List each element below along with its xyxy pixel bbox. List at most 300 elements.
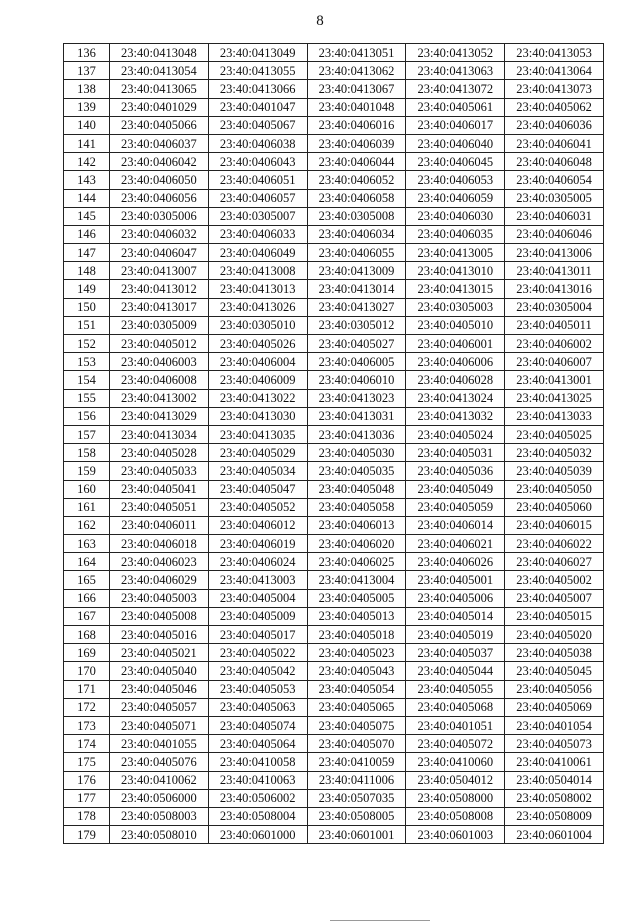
cadastral-code-cell: 23:40:0406021 [406, 535, 505, 553]
cadastral-code-cell: 23:40:0406024 [208, 553, 307, 571]
cadastral-code-cell: 23:40:0508002 [505, 789, 604, 807]
cadastral-code-cell: 23:40:0406058 [307, 189, 406, 207]
row-number: 162 [64, 516, 110, 534]
cadastral-code-cell: 23:40:0410063 [208, 771, 307, 789]
cadastral-code-cell: 23:40:0405063 [208, 698, 307, 716]
cadastral-code-cell: 23:40:0413011 [505, 262, 604, 280]
cadastral-code-cell: 23:40:0406019 [208, 535, 307, 553]
row-number: 148 [64, 262, 110, 280]
cadastral-code-cell: 23:40:0504014 [505, 771, 604, 789]
cadastral-code-cell: 23:40:0406004 [208, 353, 307, 371]
cadastral-code-cell: 23:40:0508005 [307, 807, 406, 825]
cadastral-code-cell: 23:40:0405069 [505, 698, 604, 716]
cadastral-code-cell: 23:40:0508009 [505, 807, 604, 825]
cadastral-code-cell: 23:40:0508010 [110, 826, 209, 844]
cadastral-code-cell: 23:40:0405052 [208, 498, 307, 516]
cadastral-code-cell: 23:40:0401029 [110, 98, 209, 116]
row-number: 158 [64, 444, 110, 462]
cadastral-code-cell: 23:40:0405055 [406, 680, 505, 698]
table-row [64, 171, 604, 189]
row-number: 157 [64, 425, 110, 443]
cadastral-code-cell: 23:40:0504012 [406, 771, 505, 789]
cadastral-code-cell: 23:40:0401047 [208, 98, 307, 116]
cadastral-code-cell: 23:40:0406041 [505, 134, 604, 152]
cadastral-code-cell: 23:40:0406036 [505, 116, 604, 134]
row-number: 171 [64, 680, 110, 698]
cadastral-code-cell: 23:40:0406013 [307, 516, 406, 534]
cadastral-code-cell: 23:40:0405072 [406, 735, 505, 753]
cadastral-code-cell: 23:40:0406018 [110, 535, 209, 553]
cadastral-code-cell: 23:40:0305009 [110, 316, 209, 334]
cadastral-code-cell: 23:40:0401055 [110, 735, 209, 753]
cadastral-code-cell: 23:40:0413030 [208, 407, 307, 425]
cadastral-code-cell: 23:40:0405005 [307, 589, 406, 607]
row-number: 172 [64, 698, 110, 716]
cadastral-code-cell: 23:40:0413010 [406, 262, 505, 280]
row-number: 152 [64, 335, 110, 353]
cadastral-code-cell: 23:40:0413016 [505, 280, 604, 298]
cadastral-code-cell: 23:40:0405043 [307, 662, 406, 680]
row-number: 178 [64, 807, 110, 825]
cadastral-code-cell: 23:40:0413065 [110, 80, 209, 98]
table-row [64, 335, 604, 353]
cadastral-code-cell: 23:40:0305012 [307, 316, 406, 334]
cadastral-code-cell: 23:40:0413015 [406, 280, 505, 298]
cadastral-code-cell: 23:40:0406043 [208, 153, 307, 171]
cadastral-code-cell: 23:40:0405014 [406, 607, 505, 625]
table-row [64, 680, 604, 698]
cadastral-code-cell: 23:40:0406044 [307, 153, 406, 171]
cadastral-code-cell: 23:40:0405048 [307, 480, 406, 498]
cadastral-code-cell: 23:40:0413031 [307, 407, 406, 425]
cadastral-code-cell: 23:40:0405015 [505, 607, 604, 625]
cadastral-code-cell: 23:40:0405042 [208, 662, 307, 680]
cadastral-code-cell: 23:40:0406009 [208, 371, 307, 389]
table-row [64, 771, 604, 789]
cadastral-code-cell: 23:40:0406003 [110, 353, 209, 371]
cadastral-code-cell: 23:40:0406046 [505, 225, 604, 243]
row-number: 173 [64, 716, 110, 734]
cadastral-code-cell: 23:40:0405017 [208, 626, 307, 644]
cadastral-code-cell: 23:40:0405006 [406, 589, 505, 607]
row-number: 168 [64, 626, 110, 644]
cadastral-code-cell: 23:40:0406037 [110, 134, 209, 152]
cadastral-code-cell: 23:40:0406014 [406, 516, 505, 534]
table-row [64, 189, 604, 207]
cadastral-code-cell: 23:40:0406033 [208, 225, 307, 243]
cadastral-code-cell: 23:40:0405024 [406, 425, 505, 443]
cadastral-code-cell: 23:40:0413008 [208, 262, 307, 280]
cadastral-code-cell: 23:40:0507035 [307, 789, 406, 807]
table-row [64, 553, 604, 571]
cadastral-code-cell: 23:40:0405044 [406, 662, 505, 680]
table-row [64, 244, 604, 262]
cadastral-code-cell: 23:40:0413073 [505, 80, 604, 98]
cadastral-code-cell: 23:40:0405013 [307, 607, 406, 625]
cadastral-code-cell: 23:40:0405025 [505, 425, 604, 443]
cadastral-code-cell: 23:40:0406012 [208, 516, 307, 534]
table-row [64, 807, 604, 825]
cadastral-code-cell: 23:40:0406045 [406, 153, 505, 171]
cadastral-code-cell: 23:40:0406032 [110, 225, 209, 243]
cadastral-code-cell: 23:40:0406035 [406, 225, 505, 243]
cadastral-code-cell: 23:40:0405011 [505, 316, 604, 334]
table-row [64, 826, 604, 844]
cadastral-code-cell: 23:40:0405075 [307, 716, 406, 734]
table-row [64, 535, 604, 553]
table-row [64, 80, 604, 98]
cadastral-code-cell: 23:40:0405012 [110, 335, 209, 353]
row-number: 153 [64, 353, 110, 371]
cadastral-code-cell: 23:40:0305010 [208, 316, 307, 334]
cadastral-code-cell: 23:40:0405058 [307, 498, 406, 516]
row-number: 138 [64, 80, 110, 98]
cadastral-code-cell: 23:40:0601000 [208, 826, 307, 844]
row-number: 176 [64, 771, 110, 789]
cadastral-code-cell: 23:40:0405059 [406, 498, 505, 516]
row-number: 179 [64, 826, 110, 844]
cadastral-code-cell: 23:40:0506002 [208, 789, 307, 807]
cadastral-code-cell: 23:40:0305005 [505, 189, 604, 207]
cadastral-code-cell: 23:40:0405028 [110, 444, 209, 462]
table-row [64, 371, 604, 389]
row-number: 175 [64, 753, 110, 771]
cadastral-code-cell: 23:40:0413032 [406, 407, 505, 425]
table-row [64, 589, 604, 607]
cadastral-code-cell: 23:40:0406051 [208, 171, 307, 189]
row-number: 166 [64, 589, 110, 607]
row-number: 147 [64, 244, 110, 262]
row-number: 167 [64, 607, 110, 625]
cadastral-code-cell: 23:40:0405057 [110, 698, 209, 716]
cadastral-code-cell: 23:40:0406040 [406, 134, 505, 152]
cadastral-code-cell: 23:40:0305008 [307, 207, 406, 225]
cadastral-code-cell: 23:40:0410062 [110, 771, 209, 789]
row-number: 139 [64, 98, 110, 116]
row-number: 159 [64, 462, 110, 480]
cadastral-code-cell: 23:40:0405041 [110, 480, 209, 498]
cadastral-code-cell: 23:40:0406042 [110, 153, 209, 171]
table-row [64, 662, 604, 680]
cadastral-code-cell: 23:40:0413035 [208, 425, 307, 443]
cadastral-code-cell: 23:40:0405056 [505, 680, 604, 698]
row-number: 164 [64, 553, 110, 571]
cadastral-code-cell: 23:40:0405039 [505, 462, 604, 480]
cadastral-code-cell: 23:40:0405037 [406, 644, 505, 662]
cadastral-code-cell: 23:40:0413029 [110, 407, 209, 425]
cadastral-code-cell: 23:40:0406025 [307, 553, 406, 571]
cadastral-code-cell: 23:40:0413002 [110, 389, 209, 407]
table-row [64, 644, 604, 662]
cadastral-code-cell: 23:40:0406029 [110, 571, 209, 589]
cadastral-code-cell: 23:40:0413005 [406, 244, 505, 262]
cadastral-code-cell: 23:40:0406053 [406, 171, 505, 189]
table-row [64, 134, 604, 152]
cadastral-code-cell: 23:40:0413006 [505, 244, 604, 262]
table-row [64, 298, 604, 316]
cadastral-code-cell: 23:40:0413048 [110, 44, 209, 62]
cadastral-code-cell: 23:40:0413053 [505, 44, 604, 62]
cadastral-code-cell: 23:40:0413024 [406, 389, 505, 407]
cadastral-code-cell: 23:40:0405018 [307, 626, 406, 644]
table-row [64, 62, 604, 80]
row-number: 142 [64, 153, 110, 171]
row-number: 177 [64, 789, 110, 807]
cadastral-code-cell: 23:40:0406034 [307, 225, 406, 243]
cadastral-code-cell: 23:40:0413014 [307, 280, 406, 298]
row-number: 170 [64, 662, 110, 680]
table-row [64, 698, 604, 716]
cadastral-code-cell: 23:40:0406017 [406, 116, 505, 134]
cadastral-code-cell: 23:40:0406027 [505, 553, 604, 571]
cadastral-code-cell: 23:40:0413034 [110, 425, 209, 443]
cadastral-code-cell: 23:40:0413007 [110, 262, 209, 280]
cadastral-code-cell: 23:40:0406049 [208, 244, 307, 262]
table-body [64, 44, 604, 844]
cadastral-code-cell: 23:40:0406059 [406, 189, 505, 207]
table-row [64, 44, 604, 62]
cadastral-code-cell: 23:40:0406057 [208, 189, 307, 207]
cadastral-code-cell: 23:40:0405053 [208, 680, 307, 698]
row-number: 143 [64, 171, 110, 189]
cadastral-code-cell: 23:40:0405036 [406, 462, 505, 480]
cadastral-code-cell: 23:40:0405054 [307, 680, 406, 698]
row-number: 137 [64, 62, 110, 80]
cadastral-code-cell: 23:40:0405074 [208, 716, 307, 734]
cadastral-code-cell: 23:40:0413052 [406, 44, 505, 62]
cadastral-code-cell: 23:40:0305003 [406, 298, 505, 316]
cadastral-code-cell: 23:40:0405060 [505, 498, 604, 516]
cadastral-code-cell: 23:40:0406056 [110, 189, 209, 207]
cadastral-code-cell: 23:40:0405062 [505, 98, 604, 116]
table-row [64, 116, 604, 134]
cadastral-code-cell: 23:40:0405009 [208, 607, 307, 625]
cadastral-code-cell: 23:40:0406006 [406, 353, 505, 371]
cadastral-code-cell: 23:40:0406008 [110, 371, 209, 389]
cadastral-code-cell: 23:40:0406048 [505, 153, 604, 171]
table-row [64, 735, 604, 753]
cadastral-code-cell: 23:40:0413049 [208, 44, 307, 62]
cadastral-code-cell: 23:40:0405070 [307, 735, 406, 753]
table-row [64, 389, 604, 407]
cadastral-code-cell: 23:40:0405016 [110, 626, 209, 644]
cadastral-code-cell: 23:40:0406054 [505, 171, 604, 189]
row-number: 165 [64, 571, 110, 589]
cadastral-code-cell: 23:40:0413004 [307, 571, 406, 589]
cadastral-code-cell: 23:40:0405021 [110, 644, 209, 662]
cadastral-code-cell: 23:40:0410060 [406, 753, 505, 771]
cadastral-code-cell: 23:40:0410058 [208, 753, 307, 771]
cadastral-code-cell: 23:40:0406001 [406, 335, 505, 353]
row-number: 151 [64, 316, 110, 334]
row-number: 149 [64, 280, 110, 298]
cadastral-code-cell: 23:40:0413064 [505, 62, 604, 80]
cadastral-code-cell: 23:40:0405049 [406, 480, 505, 498]
table-row [64, 753, 604, 771]
row-number: 174 [64, 735, 110, 753]
cadastral-code-cell: 23:40:0410061 [505, 753, 604, 771]
cadastral-code-cell: 23:40:0405029 [208, 444, 307, 462]
cadastral-code-cell: 23:40:0405040 [110, 662, 209, 680]
cadastral-code-cell: 23:40:0406031 [505, 207, 604, 225]
table-row [64, 407, 604, 425]
row-number: 156 [64, 407, 110, 425]
cadastral-code-cell: 23:40:0406005 [307, 353, 406, 371]
cadastral-code-cell: 23:40:0405034 [208, 462, 307, 480]
cadastral-code-cell: 23:40:0413066 [208, 80, 307, 98]
cadastral-code-cell: 23:40:0405007 [505, 589, 604, 607]
cadastral-code-cell: 23:40:0405038 [505, 644, 604, 662]
cadastral-code-cell: 23:40:0413072 [406, 80, 505, 98]
cadastral-code-cell: 23:40:0405008 [110, 607, 209, 625]
cadastral-code-cell: 23:40:0413036 [307, 425, 406, 443]
cadastral-code-cell: 23:40:0405067 [208, 116, 307, 134]
row-number: 161 [64, 498, 110, 516]
cadastral-code-cell: 23:40:0405033 [110, 462, 209, 480]
cadastral-code-cell: 23:40:0406026 [406, 553, 505, 571]
row-number: 146 [64, 225, 110, 243]
row-number: 136 [64, 44, 110, 62]
cadastral-code-cell: 23:40:0405065 [307, 698, 406, 716]
cadastral-code-cell: 23:40:0405010 [406, 316, 505, 334]
cadastral-code-cell: 23:40:0305007 [208, 207, 307, 225]
cadastral-code-cell: 23:40:0601003 [406, 826, 505, 844]
cadastral-code-cell: 23:40:0506000 [110, 789, 209, 807]
cadastral-code-cell: 23:40:0413027 [307, 298, 406, 316]
cadastral-code-cell: 23:40:0405026 [208, 335, 307, 353]
table-row [64, 516, 604, 534]
cadastral-code-cell: 23:40:0406055 [307, 244, 406, 262]
cadastral-code-cell: 23:40:0413022 [208, 389, 307, 407]
table-row [64, 571, 604, 589]
cadastral-code-cell: 23:40:0413051 [307, 44, 406, 62]
cadastral-code-cell: 23:40:0406010 [307, 371, 406, 389]
cadastral-code-cell: 23:40:0405050 [505, 480, 604, 498]
cadastral-code-cell: 23:40:0410059 [307, 753, 406, 771]
row-number: 144 [64, 189, 110, 207]
cadastral-code-cell: 23:40:0401054 [505, 716, 604, 734]
cadastral-code-cell: 23:40:0401051 [406, 716, 505, 734]
table-row [64, 225, 604, 243]
cadastral-code-cell: 23:40:0413067 [307, 80, 406, 98]
cadastral-code-cell: 23:40:0413017 [110, 298, 209, 316]
cadastral-code-cell: 23:40:0413012 [110, 280, 209, 298]
cadastral-code-cell: 23:40:0405051 [110, 498, 209, 516]
row-number: 160 [64, 480, 110, 498]
cadastral-code-cell: 23:40:0413025 [505, 389, 604, 407]
cadastral-code-cell: 23:40:0413026 [208, 298, 307, 316]
cadastral-code-cell: 23:40:0406039 [307, 134, 406, 152]
cadastral-code-cell: 23:40:0405003 [110, 589, 209, 607]
cadastral-code-cell: 23:40:0405032 [505, 444, 604, 462]
table-row [64, 480, 604, 498]
row-number: 140 [64, 116, 110, 134]
cadastral-code-cell: 23:40:0406015 [505, 516, 604, 534]
cadastral-code-cell: 23:40:0405076 [110, 753, 209, 771]
row-number: 163 [64, 535, 110, 553]
row-number: 169 [64, 644, 110, 662]
table-row [64, 607, 604, 625]
cadastral-code-cell: 23:40:0601001 [307, 826, 406, 844]
cadastral-code-cell: 23:40:0413055 [208, 62, 307, 80]
page-number: 8 [316, 13, 324, 29]
cadastral-code-cell: 23:40:0405035 [307, 462, 406, 480]
cadastral-code-cell: 23:40:0405002 [505, 571, 604, 589]
cadastral-code-cell: 23:40:0405019 [406, 626, 505, 644]
cadastral-code-cell: 23:40:0405031 [406, 444, 505, 462]
cadastral-code-cell: 23:40:0406023 [110, 553, 209, 571]
cadastral-code-cell: 23:40:0405046 [110, 680, 209, 698]
cadastral-code-cell: 23:40:0406052 [307, 171, 406, 189]
table-row [64, 262, 604, 280]
cadastral-code-cell: 23:40:0406002 [505, 335, 604, 353]
cadastral-code-cell: 23:40:0305004 [505, 298, 604, 316]
cadastral-code-cell: 23:40:0601004 [505, 826, 604, 844]
cadastral-code-cell: 23:40:0405027 [307, 335, 406, 353]
cadastral-code-cell: 23:40:0406028 [406, 371, 505, 389]
cadastral-code-cell: 23:40:0406038 [208, 134, 307, 152]
cadastral-code-cell: 23:40:0406050 [110, 171, 209, 189]
cadastral-code-cell: 23:40:0508008 [406, 807, 505, 825]
cadastral-code-cell: 23:40:0413054 [110, 62, 209, 80]
cadastral-code-cell: 23:40:0406020 [307, 535, 406, 553]
cadastral-code-cell: 23:40:0406011 [110, 516, 209, 534]
cadastral-code-cell: 23:40:0508003 [110, 807, 209, 825]
cadastral-code-cell: 23:40:0405061 [406, 98, 505, 116]
table-row [64, 462, 604, 480]
cadastral-code-cell: 23:40:0411006 [307, 771, 406, 789]
table-row [64, 353, 604, 371]
table-row [64, 316, 604, 334]
row-number: 150 [64, 298, 110, 316]
cadastral-code-cell: 23:40:0406016 [307, 116, 406, 134]
cadastral-code-cell: 23:40:0405073 [505, 735, 604, 753]
cadastral-code-cell: 23:40:0413003 [208, 571, 307, 589]
table-row [64, 444, 604, 462]
cadastral-code-cell: 23:40:0405066 [110, 116, 209, 134]
table-row [64, 153, 604, 171]
row-number: 155 [64, 389, 110, 407]
cadastral-code-cell: 23:40:0405064 [208, 735, 307, 753]
cadastral-code-cell: 23:40:0413023 [307, 389, 406, 407]
cadastral-code-cell: 23:40:0405004 [208, 589, 307, 607]
table-row [64, 280, 604, 298]
cadastral-code-cell: 23:40:0405001 [406, 571, 505, 589]
cadastral-code-cell: 23:40:0305006 [110, 207, 209, 225]
cadastral-code-cell: 23:40:0401048 [307, 98, 406, 116]
cadastral-code-cell: 23:40:0413001 [505, 371, 604, 389]
table-row [64, 626, 604, 644]
cadastral-code-cell: 23:40:0413009 [307, 262, 406, 280]
row-number: 154 [64, 371, 110, 389]
cadastral-code-cell: 23:40:0405020 [505, 626, 604, 644]
table-row [64, 425, 604, 443]
cadastral-code-cell: 23:40:0405030 [307, 444, 406, 462]
cadastral-code-cell: 23:40:0406030 [406, 207, 505, 225]
cadastral-code-cell: 23:40:0406022 [505, 535, 604, 553]
cadastral-code-cell: 23:40:0406047 [110, 244, 209, 262]
table-row [64, 207, 604, 225]
row-number: 141 [64, 134, 110, 152]
cadastral-code-cell: 23:40:0508000 [406, 789, 505, 807]
cadastral-code-cell: 23:40:0413062 [307, 62, 406, 80]
cadastral-code-cell: 23:40:0405071 [110, 716, 209, 734]
cadastral-codes-table [63, 43, 604, 844]
cadastral-code-cell: 23:40:0413033 [505, 407, 604, 425]
table-row [64, 789, 604, 807]
table-row [64, 498, 604, 516]
table-row [64, 98, 604, 116]
